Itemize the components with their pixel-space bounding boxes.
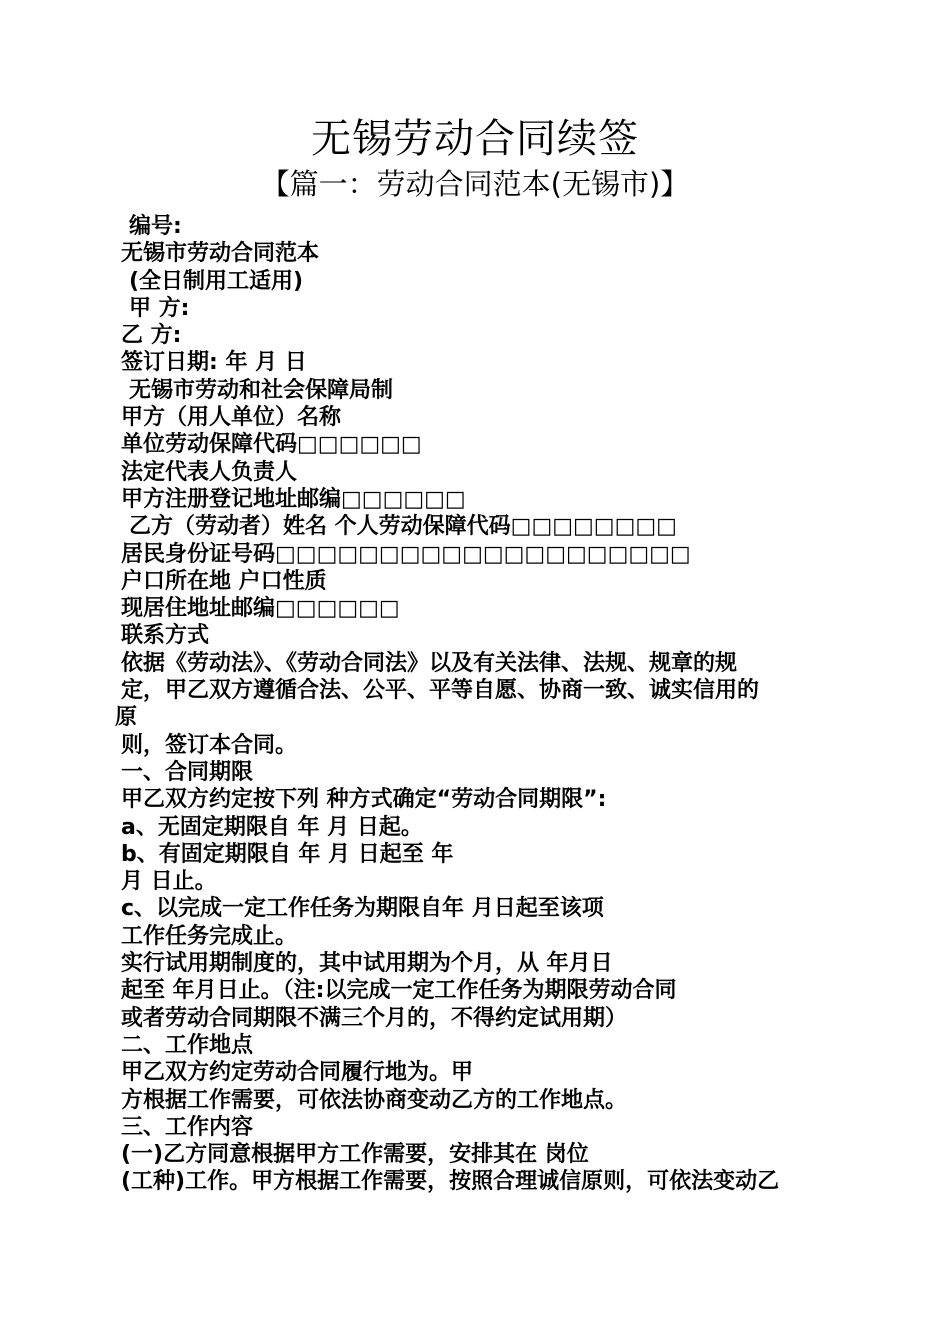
- text-line: 乙方（劳动者）姓名 个人劳动保障代码□□□□□□□□: [129, 514, 677, 540]
- text-line: 乙 方:: [121, 323, 182, 349]
- text-line: 则，签订本合同。: [121, 732, 298, 758]
- text-line: 无锡市劳动合同范本: [121, 241, 320, 267]
- text-line: 甲 方:: [129, 295, 190, 321]
- text-line: 编号:: [129, 214, 182, 239]
- text-line: 定，甲乙双方遵循合法、公平、平等自愿、协商一致、诚实信用的: [121, 678, 760, 704]
- document-subtitle: 【篇一：劳动合同范本(无锡市)】: [260, 167, 690, 201]
- text-line: 实行试用期制度的，其中试用期为个月，从 年月日: [121, 951, 613, 977]
- text-line: 户口所在地 户口性质: [121, 568, 327, 594]
- text-line: 或者劳动合同期限不满三个月的，不得约定试用期）: [121, 1005, 628, 1031]
- text-line: a、无固定期限自 年 月 日起。: [121, 814, 423, 840]
- text-line: (工种)工作。甲方根据工作需要，按照合理诚信原则，可依法变动乙: [121, 1169, 780, 1195]
- document-title: 无锡劳动合同续签: [311, 116, 639, 162]
- text-line: 单位劳动保障代码□□□□□□: [121, 432, 422, 458]
- text-line: 工作任务完成止。: [121, 923, 298, 949]
- text-line: (一)乙方同意根据甲方工作需要，安排其在 岗位: [121, 1142, 589, 1168]
- section-heading: 二、工作地点: [121, 1032, 254, 1058]
- section-heading: 三、工作内容: [121, 1114, 254, 1140]
- text-line: 月 日止。: [121, 869, 217, 895]
- section-heading: 一、合同期限: [121, 759, 254, 785]
- text-line: 居民身份证号码□□□□□□□□□□□□□□□□□□□□: [121, 541, 691, 567]
- text-line: 方根据工作需要，可依法协商变动乙方的工作地点。: [121, 1087, 628, 1113]
- text-line: 甲方注册登记地址邮编□□□□□□: [121, 486, 466, 512]
- text-line: 甲乙双方约定劳动合同履行地为。甲: [121, 1060, 474, 1086]
- text-line: 法定代表人负责人: [121, 459, 298, 485]
- text-line: b、有固定期限自 年 月 日起至 年: [121, 841, 454, 867]
- text-line: (全日制用工适用): [129, 268, 304, 294]
- text-line: 起至 年月日止。（注:以完成一定工作任务为期限劳动合同: [121, 978, 677, 1004]
- document-body: [115, 213, 841, 1196]
- text-line: 签订日期: 年 月 日: [121, 350, 307, 376]
- text-line: 联系方式: [121, 623, 210, 649]
- text-line: c、以完成一定工作任务为期限自年 月日起至该项: [121, 896, 604, 922]
- text-line: 依据《劳动法》、《劳动合同法》以及有关法律、法规、规章的规: [121, 650, 738, 676]
- text-line: 无锡市劳动和社会保障局制: [129, 377, 394, 403]
- text-line: 甲乙双方约定按下列 种方式确定“劳动合同期限”:: [121, 787, 607, 813]
- text-line: 甲方（用人单位）名称: [121, 405, 342, 431]
- text-line: 现居住地址邮编□□□□□□: [121, 596, 400, 622]
- text-line: 原: [115, 705, 138, 731]
